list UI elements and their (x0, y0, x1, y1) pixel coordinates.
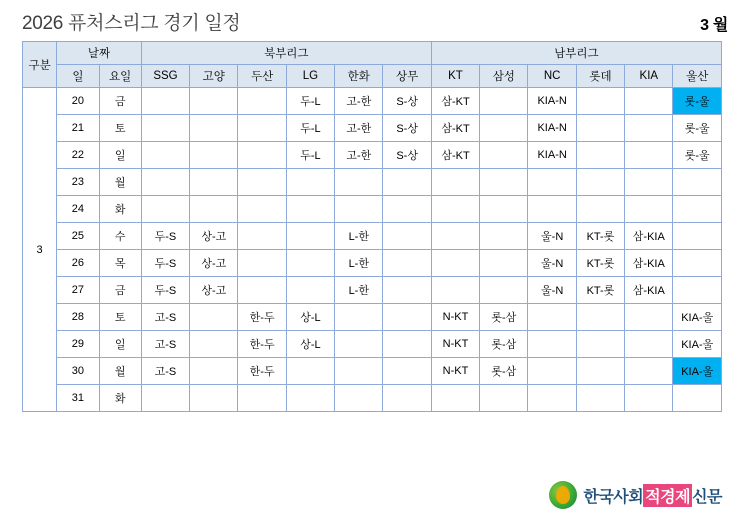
match-cell (335, 169, 383, 196)
match-cell (190, 331, 238, 358)
header-day: 일 (57, 65, 99, 88)
day-of-week: 월 (99, 169, 141, 196)
match-cell (286, 358, 334, 385)
day-number: 26 (57, 250, 99, 277)
match-cell (431, 196, 479, 223)
day-of-week: 목 (99, 250, 141, 277)
header-south-team-3: NC (528, 65, 576, 88)
day-number: 29 (57, 331, 99, 358)
match-cell (576, 304, 624, 331)
match-cell (528, 385, 576, 412)
match-cell (238, 277, 286, 304)
match-cell: 고-한 (335, 115, 383, 142)
match-cell: 고-S (141, 358, 189, 385)
match-cell (335, 304, 383, 331)
leaf-globe-icon (549, 481, 577, 509)
match-cell (673, 385, 722, 412)
match-cell: KIA-울 (673, 304, 722, 331)
match-cell: 고-한 (335, 142, 383, 169)
match-cell: 롯-울 (673, 88, 722, 115)
match-cell (528, 331, 576, 358)
match-cell: 상-L (286, 304, 334, 331)
match-cell (141, 142, 189, 169)
match-cell (431, 385, 479, 412)
match-cell: 울-N (528, 223, 576, 250)
match-cell (335, 358, 383, 385)
match-cell: S-상 (383, 88, 431, 115)
match-cell (190, 169, 238, 196)
match-cell (625, 358, 673, 385)
match-cell: 두-L (286, 142, 334, 169)
match-cell: 상-고 (190, 223, 238, 250)
match-cell (528, 304, 576, 331)
match-cell (335, 385, 383, 412)
table-row (23, 142, 722, 169)
day-number: 25 (57, 223, 99, 250)
day-number: 20 (57, 88, 99, 115)
match-cell (141, 169, 189, 196)
table-head (23, 42, 722, 88)
match-cell (383, 223, 431, 250)
table-row (23, 331, 722, 358)
match-cell (190, 196, 238, 223)
match-cell (286, 250, 334, 277)
match-cell: 울-N (528, 250, 576, 277)
month-label: 3 월 (700, 17, 728, 34)
match-cell (383, 385, 431, 412)
table-row (23, 385, 722, 412)
match-cell (238, 250, 286, 277)
match-cell: 삼-KT (431, 88, 479, 115)
match-cell (625, 196, 673, 223)
match-cell: 두-S (141, 277, 189, 304)
match-cell (335, 196, 383, 223)
header-row-teams (23, 65, 722, 88)
match-cell (238, 223, 286, 250)
match-cell: 두-S (141, 223, 189, 250)
match-cell (480, 169, 528, 196)
header-north-team-6: 상무 (383, 65, 431, 88)
match-cell (625, 169, 673, 196)
table-row (23, 358, 722, 385)
header-north-team-3: 두산 (238, 65, 286, 88)
match-cell (480, 142, 528, 169)
match-cell (190, 304, 238, 331)
match-cell (528, 169, 576, 196)
header-gubun: 구분 (23, 42, 57, 88)
match-cell (480, 250, 528, 277)
match-cell: L-한 (335, 250, 383, 277)
match-cell (431, 277, 479, 304)
match-cell: 울-N (528, 277, 576, 304)
match-cell (286, 196, 334, 223)
match-cell: 상-고 (190, 250, 238, 277)
match-cell: 롯-울 (673, 142, 722, 169)
match-cell: L-한 (335, 277, 383, 304)
match-cell (480, 223, 528, 250)
day-number: 23 (57, 169, 99, 196)
match-cell (286, 277, 334, 304)
match-cell: 고-S (141, 331, 189, 358)
header-north-team-2: 고양 (190, 65, 238, 88)
table-row (23, 250, 722, 277)
match-cell (190, 115, 238, 142)
match-cell: KIA-N (528, 115, 576, 142)
match-cell (625, 115, 673, 142)
match-cell: 고-한 (335, 88, 383, 115)
match-cell (576, 115, 624, 142)
match-cell: S-상 (383, 115, 431, 142)
table-row (23, 169, 722, 196)
match-cell (673, 223, 722, 250)
day-of-week: 수 (99, 223, 141, 250)
match-cell (480, 385, 528, 412)
match-cell: 두-L (286, 88, 334, 115)
day-of-week: 금 (99, 277, 141, 304)
match-cell (625, 385, 673, 412)
header-south-team-4: 롯데 (576, 65, 624, 88)
header-date: 날짜 (57, 42, 142, 65)
day-of-week: 금 (99, 88, 141, 115)
match-cell (673, 169, 722, 196)
match-cell (431, 250, 479, 277)
table-row (23, 304, 722, 331)
page-title: 2026 퓨처스리그 경기 일정 (22, 13, 241, 34)
match-cell (480, 88, 528, 115)
publisher-logo (549, 481, 722, 509)
match-cell (625, 331, 673, 358)
match-cell: N-KT (431, 304, 479, 331)
table-row (23, 277, 722, 304)
day-number: 21 (57, 115, 99, 142)
match-cell (528, 358, 576, 385)
match-cell: 삼-KT (431, 115, 479, 142)
match-cell (238, 196, 286, 223)
match-cell (576, 196, 624, 223)
day-of-week: 화 (99, 385, 141, 412)
match-cell: 삼-KIA (625, 223, 673, 250)
day-of-week: 일 (99, 331, 141, 358)
table-row (23, 88, 722, 115)
logo-text (583, 484, 722, 507)
match-cell (141, 385, 189, 412)
logo-text-part1: 한국사회 (583, 488, 644, 506)
logo-text-part2: 적경제 (643, 484, 692, 507)
match-cell: 삼-KIA (625, 250, 673, 277)
match-cell (625, 88, 673, 115)
match-cell (190, 358, 238, 385)
match-cell (141, 88, 189, 115)
match-cell: 롯-삼 (480, 358, 528, 385)
match-cell: 삼-KIA (625, 277, 673, 304)
day-of-week: 월 (99, 358, 141, 385)
match-cell: KT-롯 (576, 250, 624, 277)
match-cell (383, 304, 431, 331)
table-row (23, 196, 722, 223)
day-number: 28 (57, 304, 99, 331)
header-row-groups (23, 42, 722, 65)
day-of-week: 화 (99, 196, 141, 223)
match-cell (383, 277, 431, 304)
day-number: 22 (57, 142, 99, 169)
match-cell: 상-고 (190, 277, 238, 304)
match-cell (673, 196, 722, 223)
match-cell: KIA-울 (673, 331, 722, 358)
match-cell: N-KT (431, 331, 479, 358)
match-cell (673, 250, 722, 277)
match-cell (190, 385, 238, 412)
match-cell (141, 196, 189, 223)
match-cell (576, 142, 624, 169)
match-cell (480, 277, 528, 304)
match-cell (383, 250, 431, 277)
match-cell (238, 88, 286, 115)
match-cell (528, 196, 576, 223)
match-cell (383, 196, 431, 223)
match-cell: KIA-N (528, 88, 576, 115)
match-cell (190, 88, 238, 115)
match-cell: 삼-KT (431, 142, 479, 169)
match-cell: 고-S (141, 304, 189, 331)
header-dow: 요일 (99, 65, 141, 88)
match-cell (431, 169, 479, 196)
table-body (23, 88, 722, 412)
match-cell (431, 223, 479, 250)
day-number: 24 (57, 196, 99, 223)
day-of-week: 일 (99, 142, 141, 169)
day-number: 27 (57, 277, 99, 304)
header-south-team-2: 삼성 (480, 65, 528, 88)
match-cell (480, 196, 528, 223)
match-cell: S-상 (383, 142, 431, 169)
document-header (0, 0, 744, 41)
day-number: 30 (57, 358, 99, 385)
table-row (23, 115, 722, 142)
match-cell (576, 358, 624, 385)
header-north-team-4: LG (286, 65, 334, 88)
match-cell (576, 169, 624, 196)
match-cell: N-KT (431, 358, 479, 385)
header-south-team-1: KT (431, 65, 479, 88)
header-south-league: 남부리그 (431, 42, 721, 65)
match-cell: 한-두 (238, 331, 286, 358)
match-cell: 두-S (141, 250, 189, 277)
match-cell (190, 142, 238, 169)
match-cell: KT-롯 (576, 223, 624, 250)
header-north-team-1: SSG (141, 65, 189, 88)
match-cell (141, 115, 189, 142)
match-cell (286, 169, 334, 196)
match-cell (383, 169, 431, 196)
header-south-team-5: KIA (625, 65, 673, 88)
match-cell (625, 142, 673, 169)
header-north-league: 북부리그 (141, 42, 431, 65)
match-cell (383, 331, 431, 358)
match-cell (238, 142, 286, 169)
match-cell: KIA-울 (673, 358, 722, 385)
gubun-value: 3 (23, 88, 57, 412)
match-cell: 한-두 (238, 304, 286, 331)
match-cell (576, 385, 624, 412)
header-north-team-5: 한화 (335, 65, 383, 88)
match-cell (286, 223, 334, 250)
match-cell (576, 331, 624, 358)
day-of-week: 토 (99, 115, 141, 142)
header-south-team-6: 울산 (673, 65, 722, 88)
match-cell: L-한 (335, 223, 383, 250)
match-cell (625, 304, 673, 331)
day-number: 31 (57, 385, 99, 412)
match-cell: 롯-삼 (480, 331, 528, 358)
match-cell (238, 385, 286, 412)
match-cell (238, 115, 286, 142)
match-cell (238, 169, 286, 196)
day-of-week: 토 (99, 304, 141, 331)
match-cell (383, 358, 431, 385)
match-cell (335, 331, 383, 358)
match-cell (286, 385, 334, 412)
match-cell: 롯-울 (673, 115, 722, 142)
match-cell (576, 88, 624, 115)
match-cell: KIA-N (528, 142, 576, 169)
match-cell: 롯-삼 (480, 304, 528, 331)
match-cell: 두-L (286, 115, 334, 142)
match-cell: 한-두 (238, 358, 286, 385)
schedule-table (22, 41, 722, 412)
match-cell (673, 277, 722, 304)
match-cell (480, 115, 528, 142)
match-cell: 상-L (286, 331, 334, 358)
logo-text-part3: 신문 (692, 488, 722, 506)
match-cell: KT-롯 (576, 277, 624, 304)
table-row (23, 223, 722, 250)
